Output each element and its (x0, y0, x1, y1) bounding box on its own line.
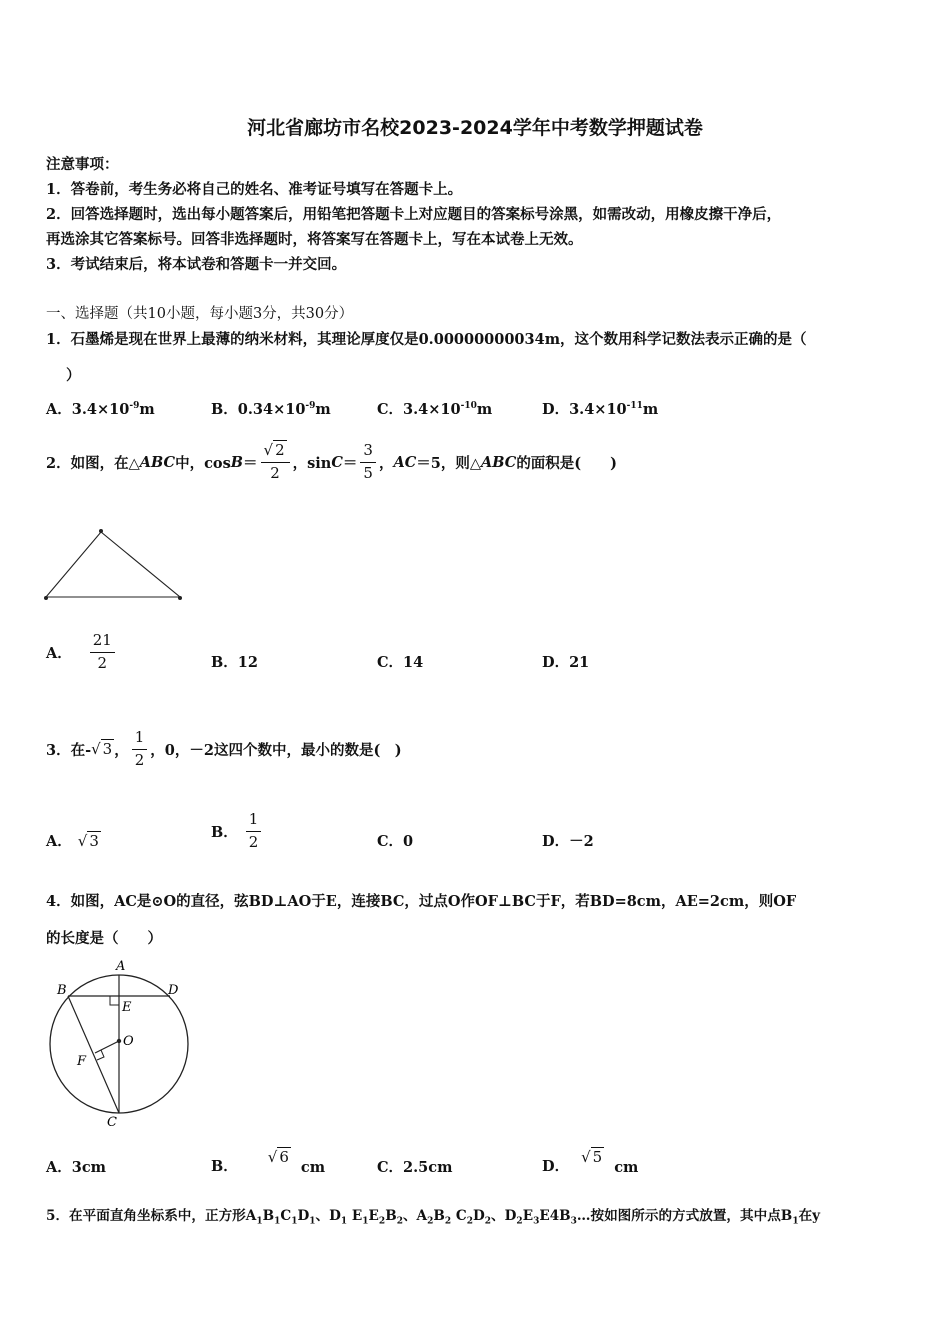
q4-stem-cont: 的长度是（ ） (46, 930, 162, 947)
q1-option-b: B．$0.34\times 10^{-9}m$ (211, 401, 331, 418)
q3-stem: 3．在- √ 3 ， $\frac{1}{2}$ ，0，－2这四个数中，最小的数是( ) (46, 728, 402, 769)
vertex-c-mark (178, 596, 182, 600)
q1-stem-cont: ） (66, 367, 81, 384)
label-c: C (107, 1115, 117, 1130)
segment-of (95, 1041, 119, 1053)
triangle-abc (46, 532, 180, 597)
notice-item-3: 3．考试结束后，将本试卷和答题卡一并交回。 (46, 256, 347, 273)
q2-option-d: D．21 (542, 654, 590, 671)
notice-item-1: 1．答卷前，考生务必将自己的姓名、准考证号填写在答题卡上。 (46, 181, 463, 198)
q2-option-b: B．12 (211, 654, 258, 671)
q4-option-c: C．2.5cm (377, 1159, 453, 1176)
right-angle-e (110, 996, 119, 1005)
q2-option-a: A． $\frac{21}{2}$ (46, 626, 118, 678)
q4-circle-figure (40, 956, 200, 1132)
label-b: B (57, 983, 67, 998)
q3-option-c: C．0 (377, 833, 414, 850)
q4-option-a: A．3cm (46, 1159, 107, 1176)
q3-option-b: B． $\frac{1}{2}$ (211, 805, 264, 857)
q3-option-d: D．－2 (542, 833, 594, 850)
q4-stem: 4．如图，AC是⊙O的直径，弦BD⊥AO于E，连接BC，过点O作OF⊥BC于F，若BD=8cm，AE=2cm，则OF (46, 893, 797, 910)
q2-triangle-figure (40, 522, 190, 608)
label-d: D (168, 983, 179, 998)
q2-sinc-fraction: $\frac{3}{5}$ (360, 442, 376, 482)
q5-stem: 5．在平面直角坐标系中，正方形$A_1B_1C_1D_1$、$D_1$ $E_1E_2B_2$、$A_2B_2$ $C_2D_2$、$D_2E_3E4B_3\dots$按如图所示的方式放置，其中点$B_1$在y (46, 1208, 821, 1227)
label-a: A (116, 959, 126, 974)
center-o-dot (117, 1039, 121, 1043)
q1-option-a: A．$3.4\times 10^{-9}m$ (46, 401, 155, 418)
label-o: O (123, 1034, 134, 1049)
q4-option-b: B． √ 6 cm (211, 1148, 326, 1176)
label-f: F (77, 1054, 87, 1069)
notice-item-2-cont: 再选涂其它答案标号。回答非选择题时，将答案写在答题卡上，写在本试卷上无效。 (46, 231, 583, 248)
q2-cosb-fraction: $\frac{√ 2}{2}$ (261, 442, 290, 482)
vertex-b-mark (44, 596, 48, 600)
label-e: E (122, 1000, 132, 1015)
notice-item-2: 2．回答选择题时，选出每小题答案后，用铅笔把答题卡上对应题目的答案标号涂黑，如需改动，用橡皮擦干净后， (46, 206, 782, 223)
notice-heading: 注意事项： (46, 156, 119, 173)
q3-option-a: A． √ 3 (46, 832, 99, 850)
q1-option-d: D．$3.4\times 10^{-11}m$ (542, 401, 659, 418)
q1-option-c: C．$3.4\times 10^{-10}m$ (377, 401, 493, 418)
q3-half-fraction: $\frac{1}{2}$ (132, 729, 148, 769)
segment-bc (68, 996, 119, 1113)
q1-stem: 1．石墨烯是现在世界上最薄的纳米材料，其理论厚度仅是0.00000000034m，这个数用科学记数法表示正确的是（ (46, 331, 807, 348)
section-heading: 一、选择题（共10小题，每小题3分，共30分） (46, 306, 354, 322)
vertex-a-mark (99, 529, 103, 533)
exam-title: 河北省廊坊市名校2023-2024学年中考数学押题试卷 (247, 117, 703, 139)
q4-option-d: D． √ 5 cm (542, 1148, 639, 1176)
q2-option-c: C．14 (377, 654, 424, 671)
q2-stem: 2．如图，在△ ABC 中，cos B ＝ $\frac{√ 2}{2}$ ，sin C ＝ $\frac{3}{5}$ ， AC ＝5，则△ ABC 的面积是( ) (46, 441, 618, 482)
q3-sqrt3: √ 3 (91, 740, 113, 758)
